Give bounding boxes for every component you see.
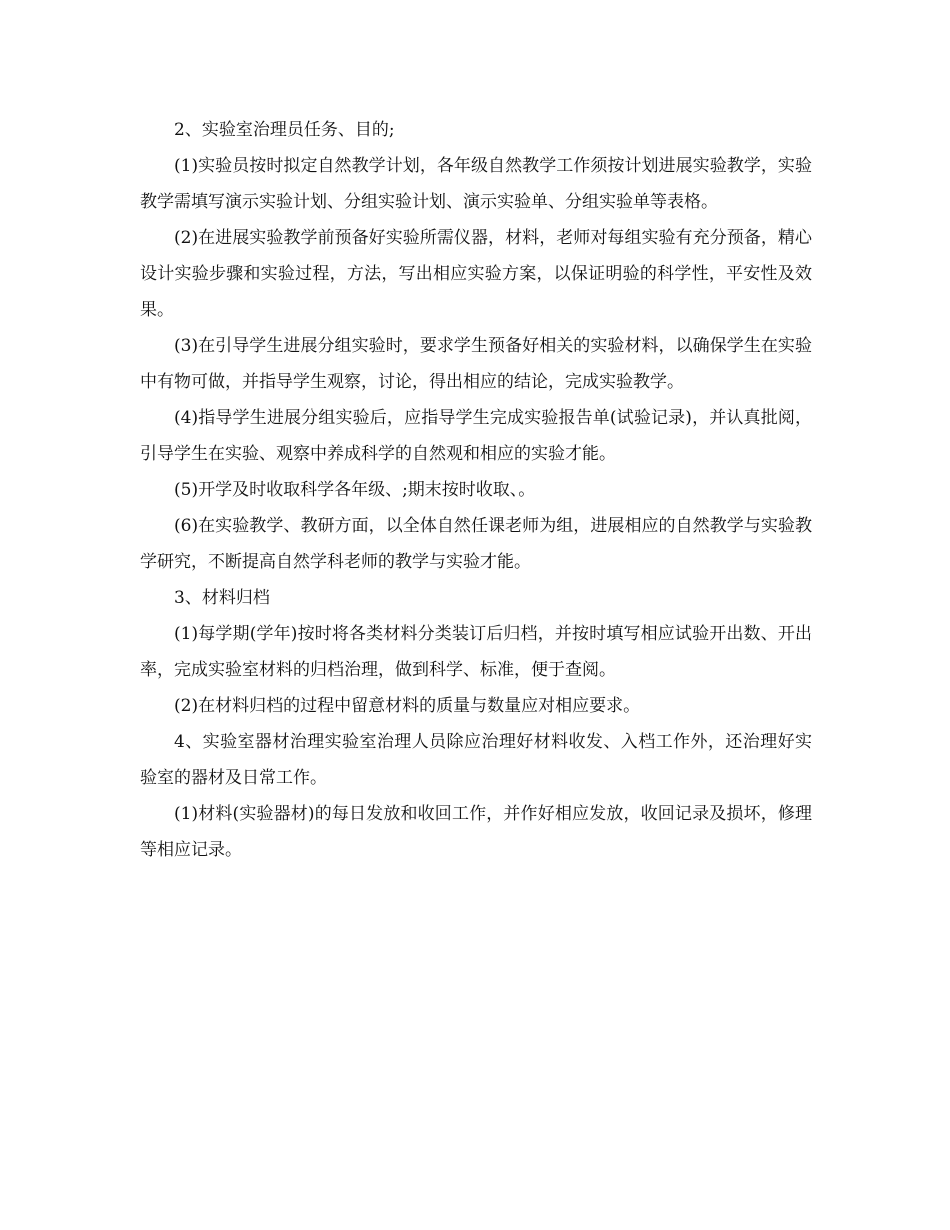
paragraph-item: (5)开学及时收取科学各年级、;期末按时收取、。 xyxy=(174,480,536,500)
paragraph-item: (1)每学期(学年)按时将各类材料分类装订后归档，并按时填写相应试验开出数、开出率，完成实验室材料的归档治理，做到科学、标准，便于查阅。 xyxy=(140,624,812,680)
section-heading-2: 2、实验室治理员任务、目的; xyxy=(174,120,395,140)
paragraph-item: (2)在材料归档的过程中留意材料的质量与数量应对相应要求。 xyxy=(174,696,641,716)
section-heading-4: 4、实验室器材治理实验室治理人员除应治理好材料收发、入档工作外，还治理好实验室的器材及日常工作。 xyxy=(140,732,812,788)
paragraph-item: (4)指导学生进展分组实验后，应指导学生完成实验报告单(试验记录)，并认真批阅，引导学生在实验、观察中养成科学的自然观和相应的实验才能。 xyxy=(140,408,812,464)
paragraph-item: (1)实验员按时拟定自然教学计划，各年级自然教学工作须按计划进展实验教学，实验教学需填写演示实验计划、分组实验计划、演示实验单、分组实验单等表格。 xyxy=(140,156,812,212)
section-heading-3: 3、材料归档 xyxy=(174,588,270,608)
paragraph-item: (6)在实验教学、教研方面，以全体自然任课老师为组，进展相应的自然教学与实验教学研究，不断提高自然学科老师的教学与实验才能。 xyxy=(140,516,812,572)
paragraph-item: (2)在进展实验教学前预备好实验所需仪器，材料，老师对每组实验有充分预备，精心设计实验步骤和实验过程，方法，写出相应实验方案，以保证明验的科学性，平安性及效果。 xyxy=(140,228,812,320)
paragraph-item: (3)在引导学生进展分组实验时，要求学生预备好相关的实验材料，以确保学生在实验中有物可做，并指导学生观察，讨论，得出相应的结论，完成实验教学。 xyxy=(140,336,812,392)
document-body xyxy=(140,112,812,868)
paragraph-item: (1)材料(实验器材)的每日发放和收回工作，并作好相应发放，收回记录及损坏，修理等相应记录。 xyxy=(140,804,812,860)
